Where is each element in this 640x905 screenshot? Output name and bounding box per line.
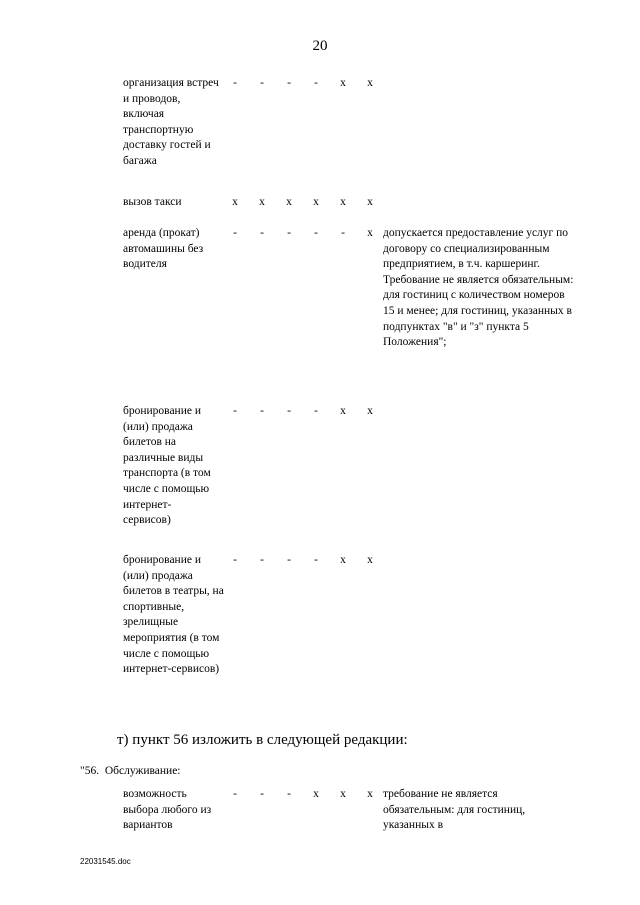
category-mark: - <box>287 227 291 239</box>
service-name: организация встреч и проводов, включая транспортную доставку гостей и багажа <box>123 77 219 167</box>
category-mark: х <box>259 196 265 208</box>
amendment-instruction: т) пункт 56 изложить в следующей редакции: <box>117 732 408 748</box>
category-mark: х <box>367 196 373 208</box>
category-mark: - <box>287 788 291 800</box>
requirement-note: требование не является обязательным: для гостиниц, указанных в <box>383 788 526 832</box>
service-name: возможность выбора любого из вариантов <box>123 788 212 832</box>
category-mark: - <box>233 227 237 239</box>
category-mark: х <box>232 196 238 208</box>
category-mark: х <box>286 196 292 208</box>
category-mark: - <box>287 554 291 566</box>
category-mark: - <box>233 77 237 89</box>
category-mark: х <box>340 405 346 417</box>
category-mark: - <box>314 227 318 239</box>
category-mark: х <box>367 77 373 89</box>
category-mark: х <box>367 554 373 566</box>
category-mark: - <box>287 77 291 89</box>
category-mark: - <box>260 405 264 417</box>
requirement-note: допускается предоставление услуг по договору со специализированным предприятием, в т.ч. каршеринг. Требование не является обязательным: для гостиниц с количеством номеров 15 и менее; для гостиниц, указанных в подпунктах "в" и "з" пункта 5 Положения"; <box>383 227 574 349</box>
category-mark: х <box>313 788 319 800</box>
category-mark: - <box>233 788 237 800</box>
category-mark: - <box>260 77 264 89</box>
category-mark: х <box>340 554 346 566</box>
category-mark: х <box>340 788 346 800</box>
service-name: вызов такси <box>123 196 182 208</box>
category-mark: - <box>260 227 264 239</box>
category-mark: - <box>287 405 291 417</box>
category-mark: - <box>260 554 264 566</box>
category-mark: - <box>233 405 237 417</box>
service-name: бронирование и (или) продажа билетов в театры, на спортивные, зрелищные мероприятия (в том числе с помощью интернет-сервисов) <box>123 554 224 676</box>
category-mark: - <box>314 405 318 417</box>
service-name: аренда (прокат) автомашины без водителя <box>123 227 204 271</box>
document-filename: 22031545.doc <box>80 857 131 866</box>
category-mark: - <box>314 554 318 566</box>
category-mark: х <box>367 788 373 800</box>
item-heading: "56. Обслуживание: <box>80 765 181 777</box>
category-mark: - <box>233 554 237 566</box>
category-mark: х <box>340 77 346 89</box>
category-mark: - <box>341 227 345 239</box>
category-mark: х <box>340 196 346 208</box>
category-mark: - <box>260 788 264 800</box>
category-mark: - <box>314 77 318 89</box>
service-name: бронирование и (или) продажа билетов на различные виды транспорта (в том числе с помощью интернет-сервисов) <box>123 405 211 527</box>
category-mark: х <box>367 405 373 417</box>
category-mark: х <box>313 196 319 208</box>
page-number: 20 <box>312 38 328 54</box>
category-mark: х <box>367 227 373 239</box>
